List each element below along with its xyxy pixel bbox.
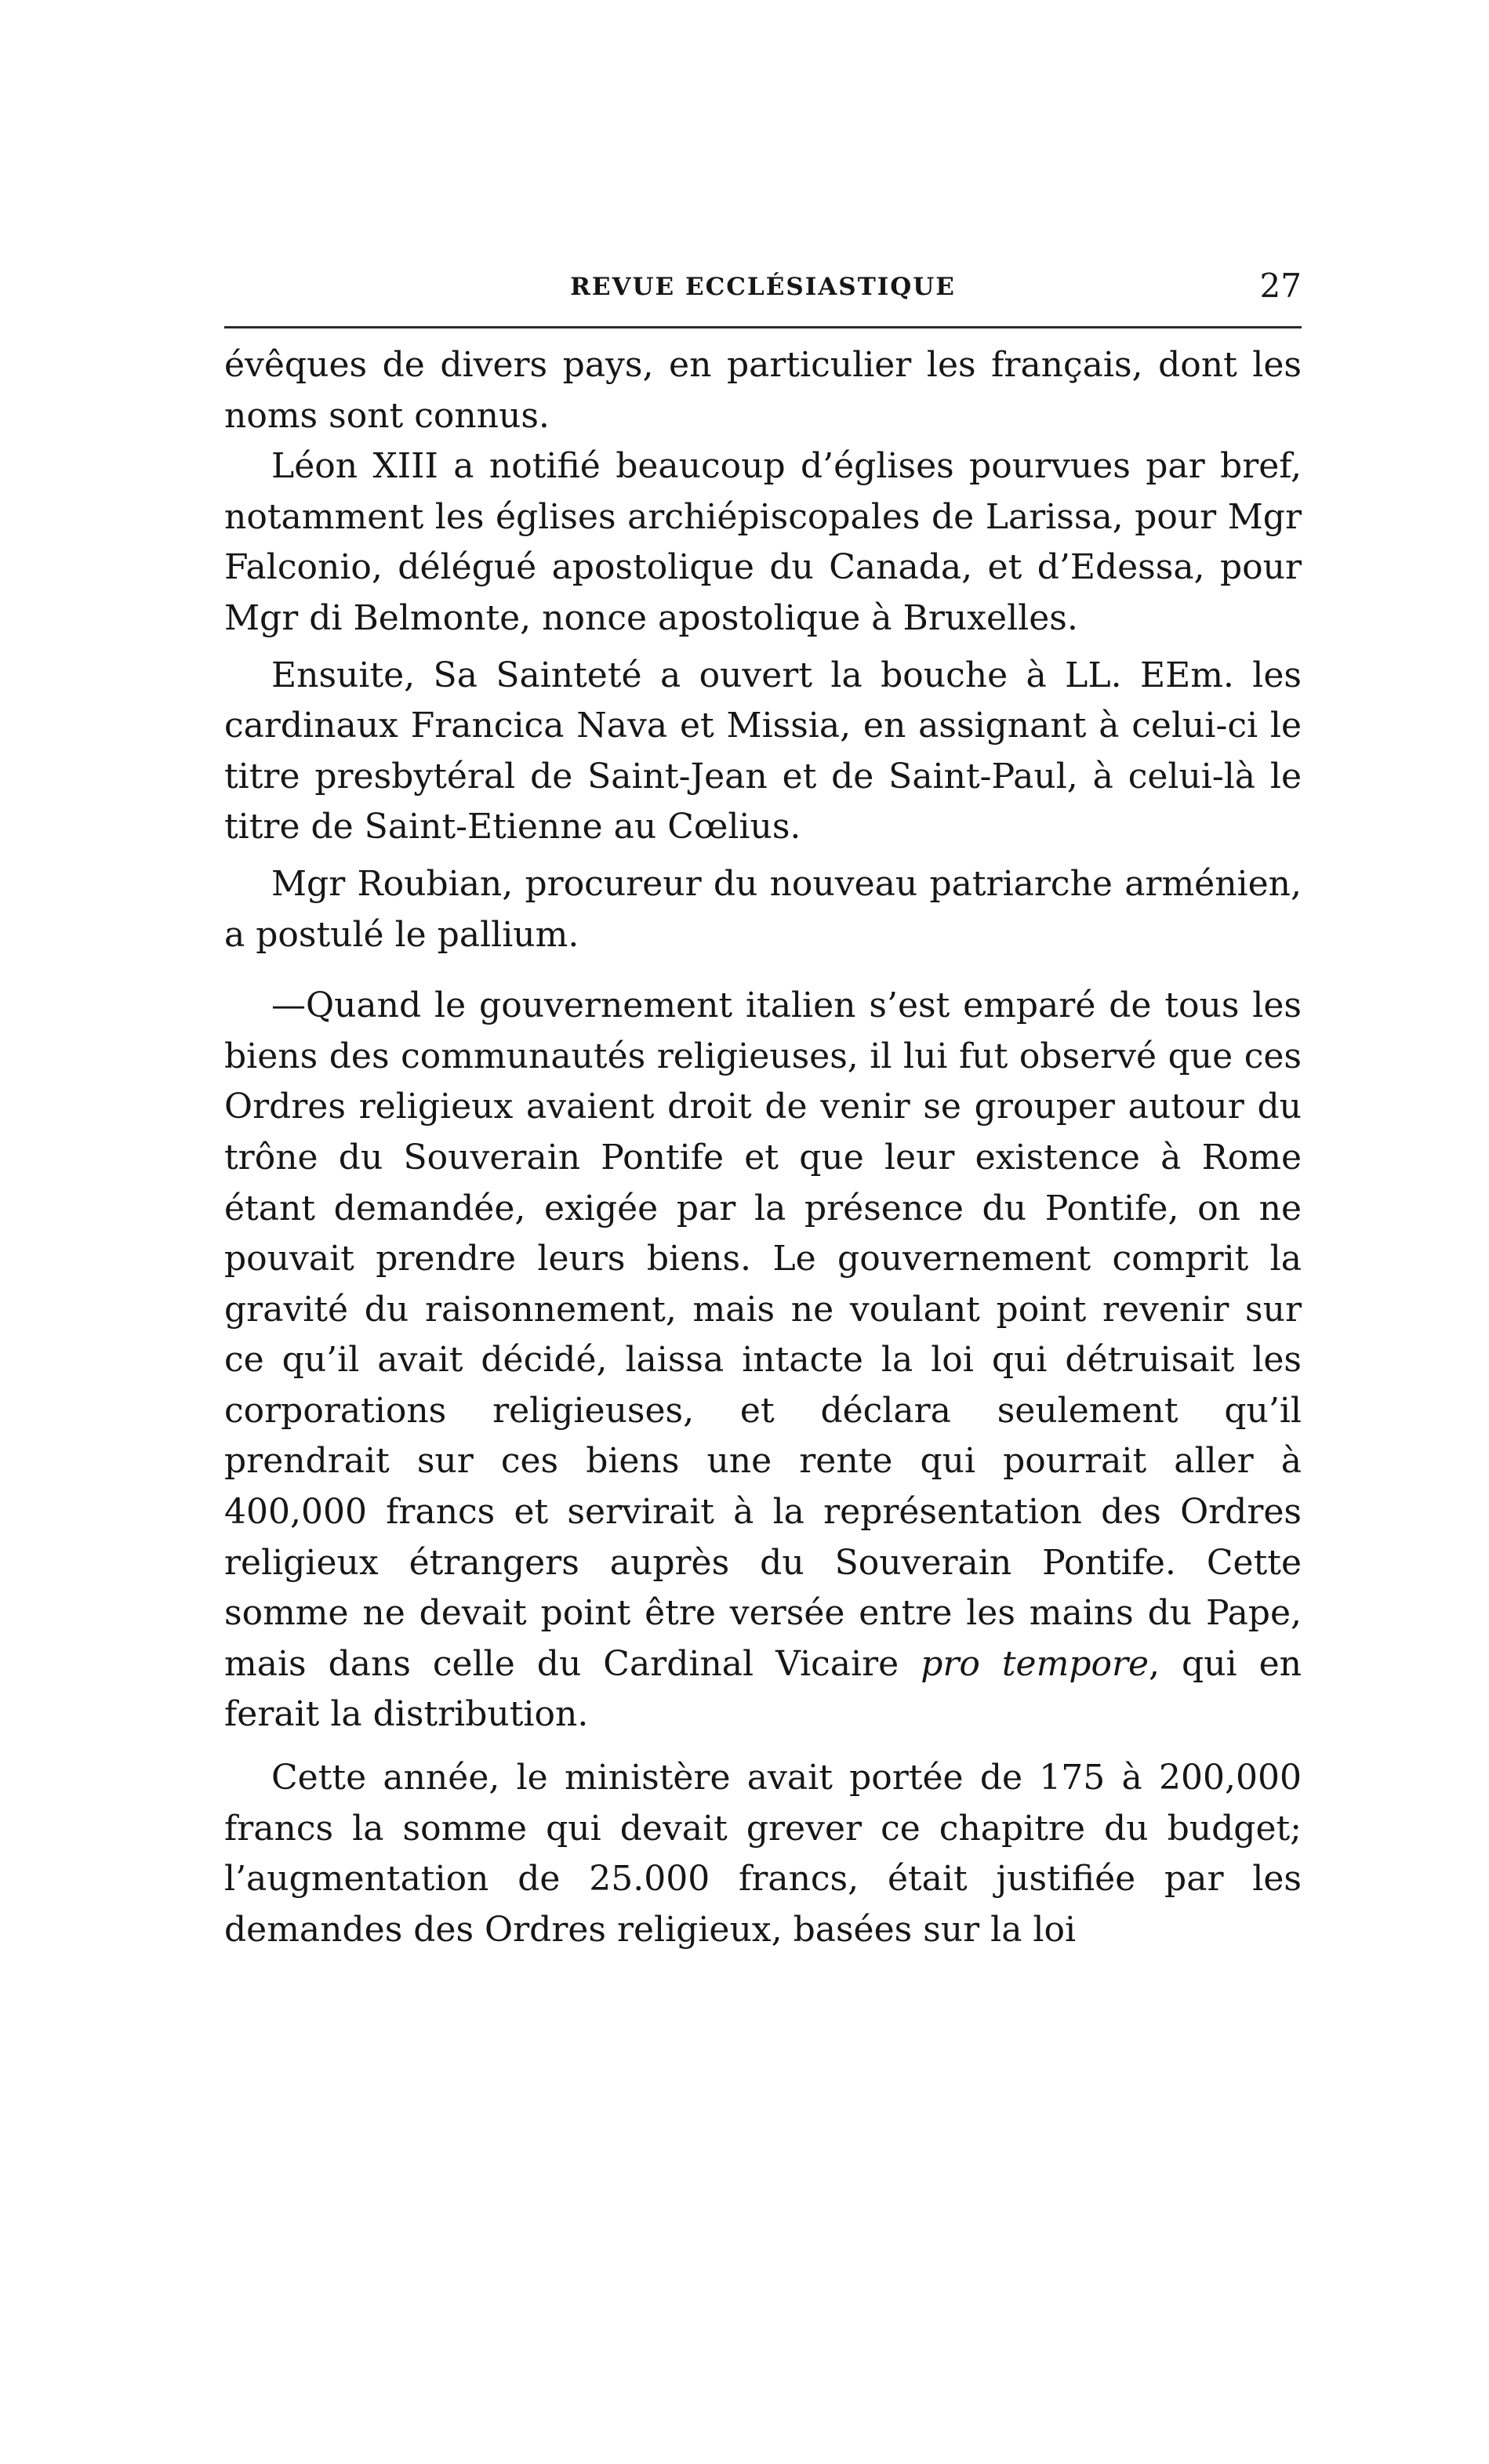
running-title: REVUE ECCLÉSIASTIQUE [570, 273, 956, 301]
paragraph-3: Ensuite, Sa Sainteté a ouvert la bouche à LL. EEm. les cardinaux Francica Nava et Missia, en assignant à celui-ci le titre presbytéral de Saint-Jean et de Saint-Paul, à celui-là le titre de Saint-Etienne au Cœlius. [224, 655, 1302, 847]
paragraph-4: Mgr Roubian, procureur du nouveau patriarche arménien, a postulé le pallium. [224, 863, 1302, 955]
paragraph-5-tail: , qui en ferait la distribution. [224, 1643, 1302, 1735]
header-rule [224, 326, 1302, 328]
paragraph-2: Léon XIII a notifié beaucoup d’églises pourvues par bref, notamment les églises archiépiscopales de Larissa, pour Mgr Falconio, délégué apostolique du Canada, et d’Edessa, pour Mgr di Belmonte, nonce apostolique à Bruxelles. [224, 446, 1302, 638]
italic-phrase: pro tempore [921, 1643, 1149, 1684]
paragraph-6: Cette année, le ministère avait portée de 175 à 200,000 francs la somme qui devait grever ce chapitre du budget; l’augmentation de 25.000 francs, était justifiée par les demandes des Ordres religieux, basées sur la loi [224, 1758, 1302, 1950]
page-number: 27 [1259, 267, 1302, 305]
paragraph-5 [224, 981, 1302, 1740]
body-text [224, 340, 1302, 1955]
paragraph-1: évêques de divers pays, en particulier les français, dont les noms sont connus. [224, 345, 1302, 436]
paragraph-5-text: —Quand le gouvernement italien s’est emparé de tous les biens des communautés religieuses, il lui fut observé que ces Ordres religieux avaient droit de venir se grouper autour du trône du Souverain Pontife et que leur existence à Rome étant demandée, exigée par la présence du Pontife, on ne pouvait prendre leurs biens. Le gouvernement comprit la gravité du raisonnement, mais ne voulant point revenir sur ce qu’il avait décidé, laissa intacte la loi qui détruisait les corporations religieuses, et déclara seulement qu’il prendrait sur ces biens une rente qui pourrait aller à 400,000 francs et servirait à la représentation des Ordres religieux étrangers auprès du Souverain Pontife. Cette somme ne devait point être versée entre les mains du Pape, mais dans celle du Cardinal Vicaire [224, 985, 1302, 1684]
page-header [224, 267, 1302, 314]
